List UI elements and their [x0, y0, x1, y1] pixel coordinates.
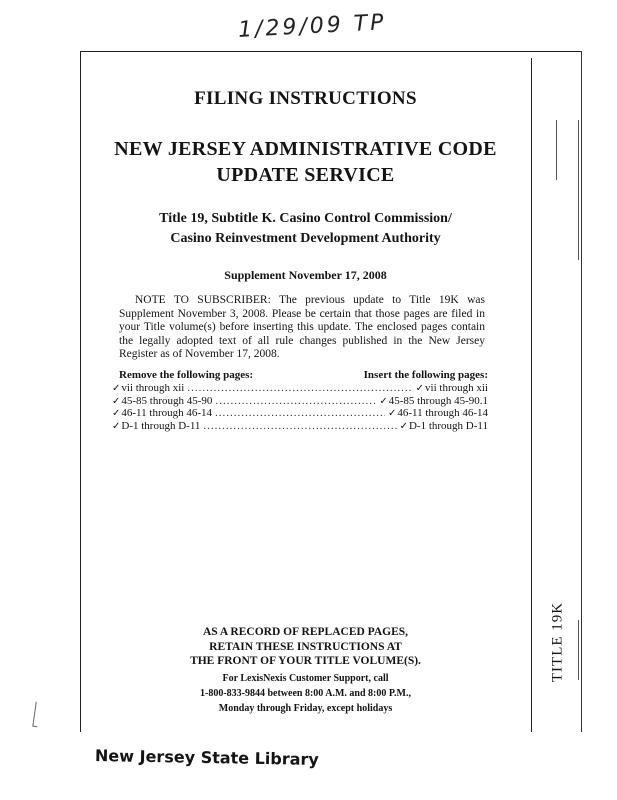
- record-line: RETAIN THESE INSTRUCTIONS AT: [209, 640, 402, 653]
- page-row: [112, 395, 488, 408]
- check-mark-icon: ✓: [112, 395, 121, 407]
- record-notice: [80, 625, 531, 669]
- check-mark-icon: ✓: [112, 420, 121, 432]
- handwritten-date: 1/29/09 TP: [237, 10, 388, 43]
- check-mark-icon: ✓: [379, 395, 388, 407]
- library-stamp: New Jersey State Library: [94, 746, 319, 769]
- page-list: [112, 382, 488, 432]
- code-title-line: NEW JERSEY ADMINISTRATIVE CODE: [114, 138, 497, 160]
- leader-dots: [215, 407, 385, 419]
- supplement-date: Supplement November 17, 2008: [224, 268, 387, 282]
- code-title-line: UPDATE SERVICE: [216, 164, 395, 186]
- insert-pages: D-1 through D-11: [408, 419, 488, 432]
- margin-mark: [32, 702, 40, 727]
- subscriber-note: NOTE TO SUBSCRIBER: The previous update to Title 19K was Supplement November 3, 2008. Please be certain that those pages are filed in your Title volume(s) before inserting this update. The enclosed pages contain the legally adopted text of all rule changes published in the New Jersey Register as of November 17, 2008.: [119, 294, 485, 361]
- remove-pages: D-1 through D-11: [121, 419, 201, 432]
- remove-pages: 45-85 through 45-90: [121, 394, 213, 407]
- insert-header: Insert the following pages:: [363, 369, 488, 381]
- leader-dots: [187, 382, 412, 394]
- support-line: Monday through Friday, except holidays: [218, 703, 393, 714]
- remove-pages: 46-11 through 46-14: [121, 407, 213, 420]
- check-mark-icon: ✓: [112, 408, 121, 420]
- page-title: FILING INSTRUCTIONS: [194, 88, 417, 109]
- customer-support: [80, 671, 531, 716]
- remove-pages: vii through xii: [121, 382, 185, 394]
- subtitle-line: Title 19, Subtitle K. Casino Control Commission/: [159, 211, 452, 226]
- check-mark-icon: ✓: [399, 420, 408, 432]
- subtitle: [80, 209, 531, 249]
- spine-mark: [578, 620, 579, 680]
- page-border-right: [581, 51, 582, 732]
- page-row: [112, 407, 488, 420]
- record-line: THE FRONT OF YOUR TITLE VOLUME(S).: [190, 655, 421, 667]
- spine-divider: [531, 58, 532, 732]
- insert-pages: vii through xii: [425, 382, 488, 394]
- page-border-top: [80, 51, 582, 52]
- spine-mark: [556, 120, 557, 180]
- page-row: [112, 382, 488, 395]
- spine-mark: [578, 120, 579, 260]
- support-line: For LexisNexis Customer Support, call: [222, 673, 389, 684]
- check-mark-icon: ✓: [112, 383, 121, 394]
- subtitle-line: Casino Reinvestment Development Authority: [170, 231, 441, 246]
- leader-dots: [203, 420, 396, 432]
- spine-label: TITLE 19K: [549, 601, 566, 683]
- remove-header: Remove the following pages:: [119, 369, 254, 381]
- code-title: [80, 136, 531, 188]
- insert-pages: 46-11 through 46-14: [397, 407, 488, 420]
- leader-dots: [215, 395, 376, 407]
- check-mark-icon: ✓: [387, 408, 397, 420]
- support-line: 1-800-833-9844 between 8:00 A.M. and 8:00 P.M.,: [199, 688, 411, 699]
- record-line: AS A RECORD OF REPLACED PAGES,: [202, 626, 409, 638]
- check-mark-icon: ✓: [415, 383, 425, 394]
- insert-pages: 45-85 through 45-90.1: [388, 394, 488, 407]
- page-row: [112, 420, 488, 433]
